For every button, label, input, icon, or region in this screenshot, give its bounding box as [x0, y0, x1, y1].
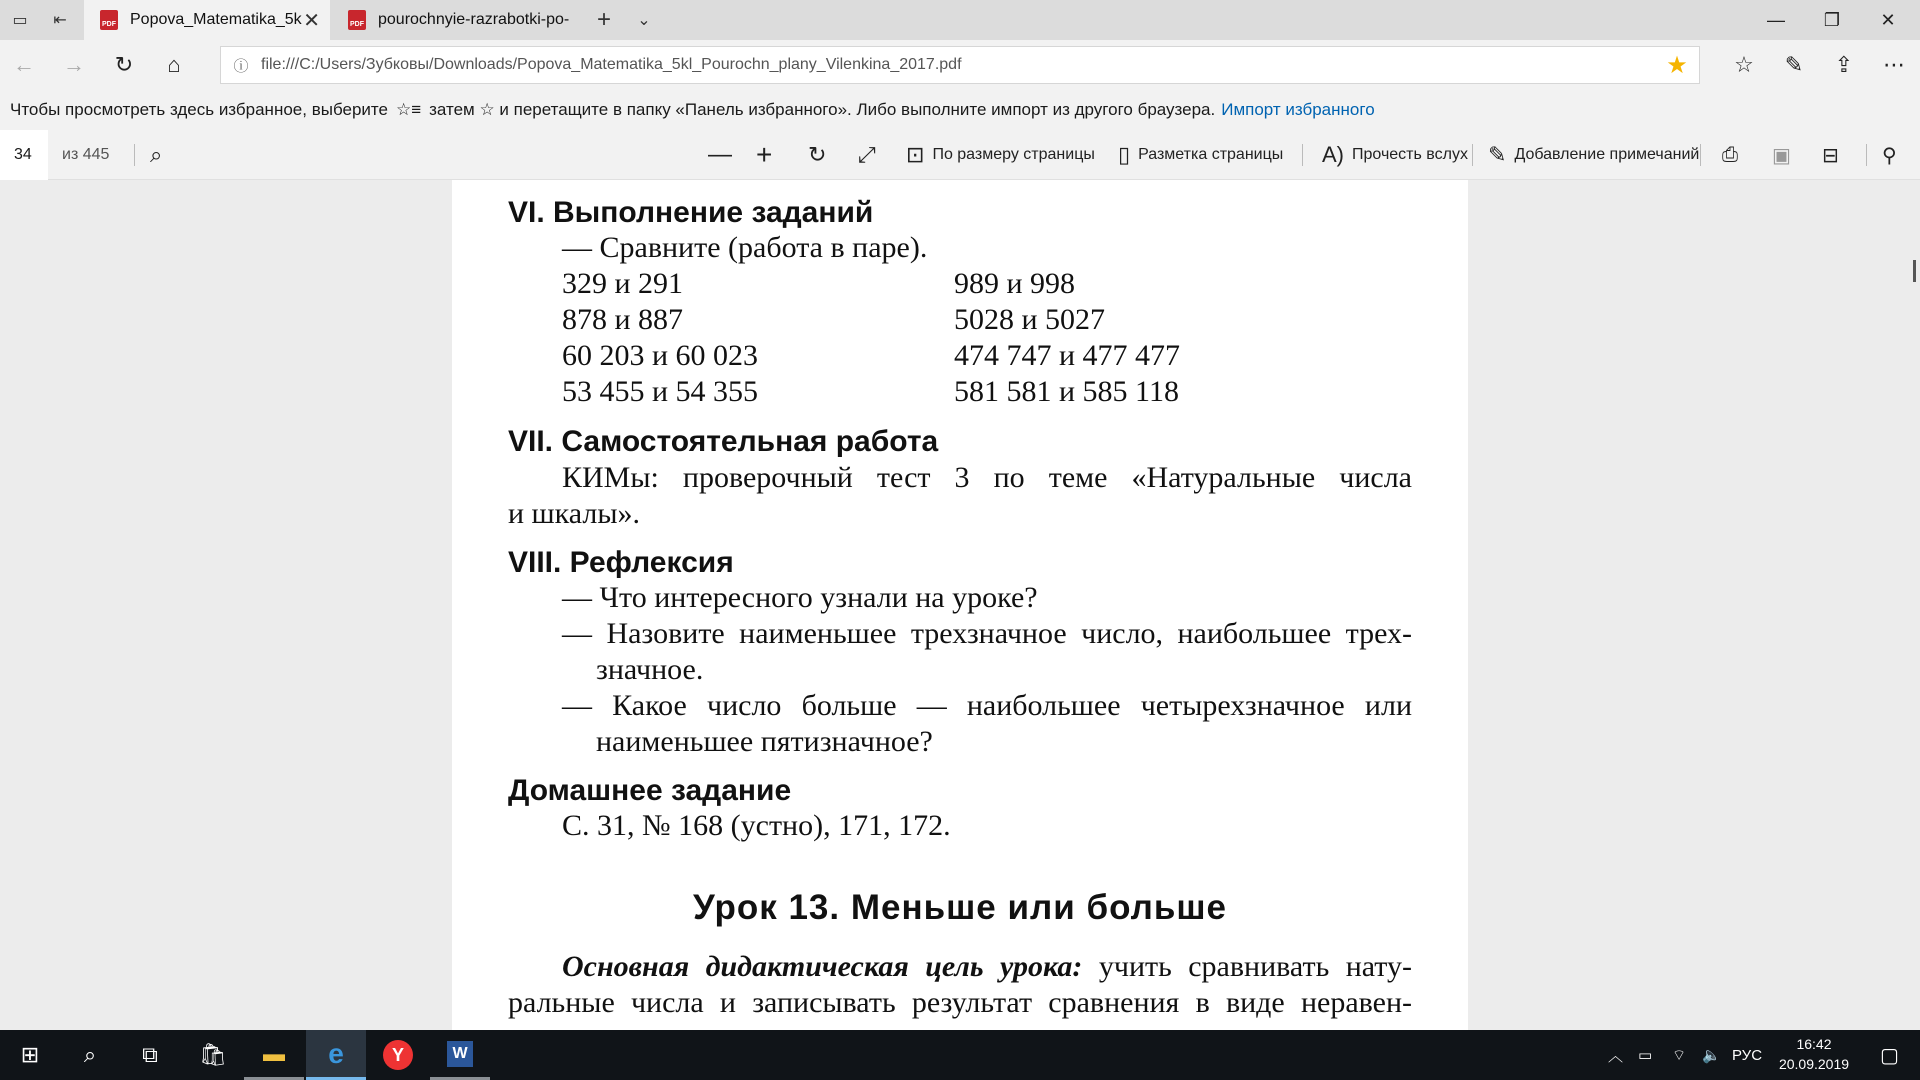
- favorites-hub-icon[interactable]: ☆: [1734, 52, 1754, 77]
- navigation-bar: [0, 40, 1920, 90]
- compare-right-2: 5028 и 5027: [954, 303, 1106, 336]
- pin-toolbar-icon[interactable]: ⚲: [1882, 144, 1897, 167]
- task-view-icon[interactable]: ⧉: [142, 1042, 158, 1067]
- fullscreen-icon[interactable]: ⤢: [858, 142, 876, 167]
- compare-left-4: 53 455 и 54 355: [562, 375, 759, 408]
- section-7-line-1: КИМы: проверочный тест 3 по теме «Натуральные числа: [562, 461, 1412, 494]
- lesson-goal-line-2: ральные числа и записывать результат сравнения в виде неравен-: [508, 986, 1412, 1019]
- url-text[interactable]: file:///C:/Users/Зубковы/Downloads/Popova_Matematika_5kl_Pourochn_plany_Vilenkina_2017.pdf: [261, 56, 962, 73]
- close-window-icon[interactable]: ✕: [1880, 9, 1896, 30]
- divider: [1302, 144, 1303, 166]
- address-bar[interactable]: [220, 46, 1700, 84]
- lesson-title: Урок 13. Меньше или больше: [693, 888, 1227, 927]
- scrollbar-thumb[interactable]: [1913, 260, 1916, 282]
- tab-actions-icon[interactable]: ▭: [12, 12, 28, 29]
- tab-preview-chevron-icon[interactable]: ⌄: [637, 12, 651, 29]
- edge-icon[interactable]: e: [306, 1030, 366, 1080]
- taskbar: [0, 1030, 1920, 1080]
- question-3-line-1: — Какое число больше — наибольшее четырехзначное или: [562, 689, 1412, 722]
- read-aloud-label: Прочесть вслух: [1352, 146, 1468, 163]
- print-icon[interactable]: ⎙: [1722, 143, 1738, 166]
- minimize-icon[interactable]: —: [1767, 9, 1785, 30]
- forward-icon[interactable]: →: [63, 52, 85, 77]
- page-layout-icon: ▯: [1118, 142, 1131, 167]
- divider: [134, 144, 135, 166]
- question-3-line-2: наименьшее пятизначное?: [596, 725, 933, 758]
- compare-left-3: 60 203 и 60 023: [562, 339, 759, 372]
- tab-title: pourochnyie-razrabotki-po-: [378, 11, 570, 28]
- page-layout-label: Разметка страницы: [1138, 146, 1284, 163]
- set-aside-tabs-icon[interactable]: ⇤: [53, 12, 67, 29]
- section-7-heading: VII. Самостоятельная работа: [508, 425, 939, 458]
- divider: [1472, 144, 1473, 166]
- refresh-icon[interactable]: ↻: [114, 52, 134, 77]
- yandex-browser-icon[interactable]: Y: [368, 1030, 428, 1080]
- pen-icon: ✎: [1488, 142, 1507, 167]
- fit-page-button[interactable]: [906, 130, 1095, 180]
- add-notes-button[interactable]: [1488, 130, 1699, 180]
- section-8-heading: VIII. Рефлексия: [508, 546, 734, 579]
- compare-left-2: 878 и 887: [562, 303, 684, 336]
- share-icon[interactable]: ⇪: [1834, 52, 1854, 77]
- zoom-in-icon[interactable]: +: [756, 139, 773, 170]
- page-number-input[interactable]: 34: [0, 130, 48, 180]
- read-aloud-button[interactable]: [1322, 130, 1468, 180]
- back-icon[interactable]: ←: [13, 52, 35, 77]
- question-1: — Что интересного узнали на уроке?: [562, 581, 1038, 614]
- section-6-intro: — Сравните (работа в паре).: [562, 231, 928, 264]
- save-as-icon[interactable]: ⊟: [1822, 144, 1839, 167]
- word-icon[interactable]: W: [430, 1030, 490, 1080]
- section-7-line-2: и шкалы».: [508, 497, 640, 530]
- file-explorer-icon[interactable]: ▬: [244, 1030, 304, 1080]
- close-tab-icon[interactable]: ✕: [303, 9, 320, 32]
- notifications-icon[interactable]: ▢: [1880, 1044, 1899, 1067]
- show-hidden-icons[interactable]: ︿: [1608, 1047, 1624, 1065]
- question-2-line-1: — Назовите наименьшее трехзначное число, наибольшее трех-: [562, 617, 1412, 650]
- homework-heading: Домашнее задание: [508, 774, 792, 807]
- search-icon[interactable]: ⌕: [83, 1042, 97, 1067]
- input-language[interactable]: РУС: [1732, 1046, 1763, 1064]
- zoom-out-icon[interactable]: —: [708, 141, 732, 168]
- read-aloud-icon: A): [1322, 142, 1344, 167]
- restore-icon[interactable]: ❐: [1823, 9, 1841, 30]
- windows-start-icon[interactable]: ⊞: [20, 1042, 40, 1067]
- favorites-hint-bar: [0, 90, 1920, 130]
- save-icon[interactable]: ▣: [1772, 144, 1791, 167]
- tab-popova[interactable]: [84, 0, 330, 40]
- question-2-line-2: значное.: [596, 653, 704, 686]
- clock[interactable]: [1764, 1034, 1864, 1074]
- pdf-toolbar: [0, 130, 1920, 180]
- search-icon[interactable]: ⌕: [150, 142, 163, 167]
- favorites-list-icon: ☆≡: [395, 100, 422, 119]
- favorite-star-icon[interactable]: ★: [1666, 51, 1688, 79]
- compare-right-4: 581 581 и 585 118: [954, 375, 1179, 408]
- pdf-icon: PDF: [100, 10, 118, 30]
- more-menu-icon[interactable]: ⋯: [1883, 52, 1905, 77]
- add-notes-label: Добавление примечаний: [1514, 146, 1700, 163]
- compare-right-1: 989 и 998: [954, 267, 1076, 300]
- page-layout-button[interactable]: [1118, 130, 1283, 180]
- compare-right-3: 474 747 и 477 477: [954, 339, 1181, 372]
- divider: [1700, 144, 1701, 166]
- import-favorites-link[interactable]: Импорт избранного: [1221, 100, 1375, 119]
- rotate-icon[interactable]: ↻: [808, 142, 827, 167]
- fit-page-label: По размеру страницы: [932, 146, 1095, 163]
- compare-left-1: 329 и 291: [562, 267, 684, 300]
- info-icon[interactable]: ⓘ: [233, 57, 249, 75]
- page-total: из 445: [62, 146, 110, 163]
- section-6-heading: VI. Выполнение заданий: [508, 196, 874, 229]
- add-notes-pen-icon[interactable]: ✎: [1784, 52, 1804, 77]
- lesson-goal-line-1: [562, 950, 1412, 984]
- new-tab-icon[interactable]: +: [596, 6, 611, 33]
- pdf-viewer[interactable]: [0, 180, 1920, 1030]
- home-icon[interactable]: ⌂: [167, 52, 181, 77]
- clock-time: 16:42: [1796, 1036, 1832, 1052]
- store-icon[interactable]: 🛍: [199, 1042, 227, 1067]
- wifi-icon[interactable]: ⌔: [1672, 1046, 1687, 1064]
- homework-text: С. 31, № 168 (устно), 171, 172.: [562, 809, 951, 842]
- pdf-icon: PDF: [348, 10, 366, 30]
- lesson-goal-label: Основная дидактическая цель урока:: [562, 950, 1083, 983]
- fit-page-icon: ⊡: [906, 142, 925, 167]
- battery-icon[interactable]: ▭: [1638, 1047, 1653, 1064]
- tab-pourochnyie[interactable]: [332, 0, 580, 40]
- favorites-hint-text-2: затем ☆ и перетащите в папку «Панель избранного». Либо выполните импорт из другого браузера.: [429, 100, 1216, 119]
- volume-icon[interactable]: 🔈: [1702, 1047, 1721, 1064]
- tab-title: Popova_Matematika_5k: [130, 11, 302, 28]
- title-bar: [0, 0, 1920, 40]
- pdf-page: [452, 180, 1468, 1030]
- clock-date: 20.09.2019: [1778, 1056, 1850, 1072]
- lesson-goal-text: учить сравнивать нату-: [1098, 950, 1412, 983]
- favorites-hint-text: Чтобы просмотреть здесь избранное, выберите: [10, 100, 388, 119]
- divider: [1866, 144, 1867, 166]
